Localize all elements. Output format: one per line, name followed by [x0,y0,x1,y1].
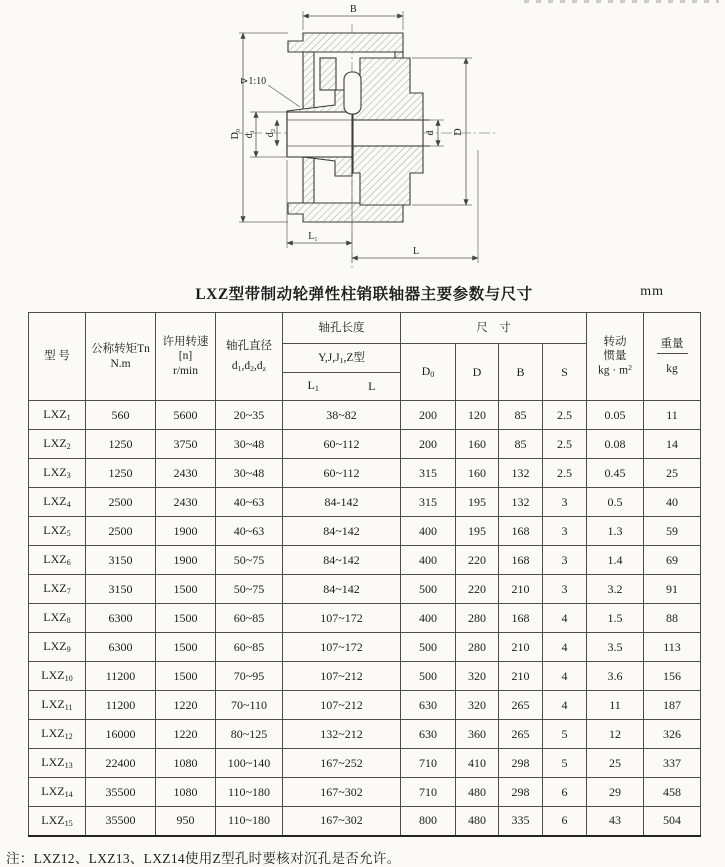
col-header-speed [156,313,216,401]
cell-bore-len: 84~142 [283,575,401,604]
table-row [29,662,701,691]
cell-torque: 560 [86,401,156,430]
cell-inertia: 11 [587,691,644,720]
cell-S: 3 [543,546,587,575]
table-row [29,749,701,778]
col-header-L1-L [283,373,401,401]
cell-S: 5 [543,749,587,778]
col-header-bore-types: $Y,J,J_1,Z$型 [283,344,401,373]
cell-weight: 40 [644,488,701,517]
cell-B: 168 [499,604,543,633]
coupling-section-diagram [0,0,725,276]
cell-torque: 35500 [86,807,156,836]
cell-inertia: 0.5 [587,488,644,517]
cell-weight: 504 [644,807,701,836]
col-header-inertia [587,313,644,401]
cell-S: 4 [543,691,587,720]
cell-inertia: 0.05 [587,401,644,430]
table-row [29,720,701,749]
cell-speed: 1500 [156,633,216,662]
cell-speed: 1900 [156,517,216,546]
cell-S: 4 [543,662,587,691]
cell-model: $LXZ_2$ [29,430,86,459]
cell-D0: 500 [401,662,456,691]
cell-bore-dia: 110~180 [216,778,283,807]
cell-weight: 156 [644,662,701,691]
left-bore-fill [287,112,352,157]
cell-bore-dia: 60~85 [216,633,283,662]
table-row [29,430,701,459]
col-group-dimensions: 尺 寸 [401,313,587,344]
table-body [29,401,701,836]
cell-inertia: 0.08 [587,430,644,459]
cell-speed: 2430 [156,488,216,517]
table-row [29,401,701,430]
cell-D0: 315 [401,488,456,517]
bore-header-line2: $d_1,d_2,d_z$ [231,360,267,374]
parameters-table [28,312,701,837]
cell-inertia: 29 [587,778,644,807]
dim-label-L: L [412,246,420,257]
col-header-L1: $L_1$ [307,378,319,394]
col-header-torque [86,313,156,401]
cell-D: 280 [456,604,499,633]
cell-D: 195 [456,517,499,546]
table-row [29,488,701,517]
cell-bore-len: 84~142 [283,517,401,546]
weight-header-line1: 重量 [657,337,688,353]
table-row [29,517,701,546]
col-header-L: L [368,379,376,393]
cell-weight: 69 [644,546,701,575]
cell-bore-len: 38~82 [283,401,401,430]
cell-torque: 1250 [86,430,156,459]
cell-model: $LXZ_9$ [29,633,86,662]
cell-bore-len: 167~302 [283,807,401,836]
elastic-pin [344,72,361,114]
cell-bore-len: 107~212 [283,691,401,720]
cell-model: $LXZ_{11}$ [29,691,86,720]
cell-weight: 88 [644,604,701,633]
cell-bore-len: 167~252 [283,749,401,778]
cell-inertia: 1.3 [587,517,644,546]
cell-D: 160 [456,430,499,459]
cell-weight: 337 [644,749,701,778]
cell-D0: 710 [401,749,456,778]
cell-torque: 35500 [86,778,156,807]
cell-bore-dia: 40~63 [216,517,283,546]
cell-model: $LXZ_7$ [29,575,86,604]
bore-header-line1: 轴孔直径 [226,339,272,352]
drum-left-wall-upper [303,52,314,111]
cell-D: 320 [456,662,499,691]
dim-label-D: D [453,128,464,136]
cell-bore-dia: 110~180 [216,807,283,836]
cell-bore-len: 60~112 [283,459,401,488]
dim-label-L1: L₁ [308,231,318,242]
cell-model: $LXZ_1$ [29,401,86,430]
cell-torque: 11200 [86,691,156,720]
speed-header-line2: [n] [178,350,193,363]
cell-S: 2.5 [543,430,587,459]
cell-model: $LXZ_4$ [29,488,86,517]
cell-D: 120 [456,401,499,430]
cell-bore-len: 107~212 [283,662,401,691]
col-header-weight [644,313,701,401]
unit-label: mm [640,284,664,299]
cell-S: 3 [543,517,587,546]
cell-model: $LXZ_{14}$ [29,778,86,807]
cell-model: $LXZ_{10}$ [29,662,86,691]
table-row [29,604,701,633]
cell-D0: 200 [401,430,456,459]
cell-bore-dia: 30~48 [216,430,283,459]
footnote: 注：LXZ12、LXZ13、LXZ14使用Z型孔时要核对沉孔是否允许。 [6,850,401,866]
cell-inertia: 43 [587,807,644,836]
cell-model: $LXZ_{15}$ [29,807,86,836]
cell-D: 480 [456,807,499,836]
cell-speed: 1500 [156,662,216,691]
cell-inertia: 25 [587,749,644,778]
cell-D: 220 [456,546,499,575]
cell-torque: 6300 [86,633,156,662]
col-header-D0: $D_0$ [401,344,456,401]
cell-D: 160 [456,459,499,488]
dim-label-d1: d₁ [244,129,255,139]
cell-S: 3 [543,488,587,517]
dim-label-d2: d₂ [265,128,276,138]
cell-weight: 458 [644,778,701,807]
cell-B: 85 [499,430,543,459]
dim-label-d: d [425,130,436,136]
cell-torque: 1250 [86,459,156,488]
speed-header-line3: r/min [173,364,198,377]
drum-top-band [288,33,403,52]
cell-S: 3 [543,575,587,604]
cell-speed: 950 [156,807,216,836]
table-row [29,807,701,836]
cell-bore-len: 60~112 [283,430,401,459]
cell-weight: 91 [644,575,701,604]
col-group-bore-length: 轴孔长度 [283,313,401,344]
cell-weight: 11 [644,401,701,430]
cell-B: 265 [499,691,543,720]
cell-D: 280 [456,633,499,662]
cell-B: 85 [499,401,543,430]
figure-coupling-drawing [0,0,725,276]
cell-bore-len: 167~302 [283,778,401,807]
right-bore-fill [353,120,423,146]
table-row [29,633,701,662]
cell-inertia: 1.5 [587,604,644,633]
cell-speed: 1500 [156,575,216,604]
cell-speed: 1900 [156,546,216,575]
cell-speed: 2430 [156,459,216,488]
cell-bore-dia: 100~140 [216,749,283,778]
cell-torque: 3150 [86,575,156,604]
cell-B: 168 [499,517,543,546]
cell-D0: 500 [401,575,456,604]
cell-inertia: 1.4 [587,546,644,575]
cell-S: 6 [543,778,587,807]
col-header-D: D [456,344,499,401]
cell-D0: 400 [401,546,456,575]
speed-header-line1: 许用转速 [162,335,209,348]
torque-header-line2: N.m [110,357,131,370]
table-row [29,459,701,488]
cell-speed: 1500 [156,604,216,633]
cell-bore-len: 84~142 [283,546,401,575]
cell-model: $LXZ_8$ [29,604,86,633]
cell-bore-dia: 50~75 [216,575,283,604]
cell-D: 320 [456,691,499,720]
cell-torque: 6300 [86,604,156,633]
cell-D0: 400 [401,604,456,633]
cell-bore-dia: 80~125 [216,720,283,749]
cell-torque: 22400 [86,749,156,778]
cell-torque: 2500 [86,517,156,546]
cell-weight: 25 [644,459,701,488]
cell-D0: 200 [401,401,456,430]
weight-header-line2: kg [666,362,678,375]
cell-bore-dia: 70~110 [216,691,283,720]
cell-bore-dia: 20~35 [216,401,283,430]
cell-B: 168 [499,546,543,575]
cell-B: 210 [499,633,543,662]
dim-label-D0: D₀ [230,128,241,140]
cell-speed: 1220 [156,720,216,749]
drum-left-wall-lower [303,155,314,203]
cell-model: $LXZ_5$ [29,517,86,546]
cell-speed: 1220 [156,691,216,720]
torque-header-line1: 公称转矩Tn [91,343,150,356]
cell-B: 298 [499,749,543,778]
table-row [29,575,701,604]
title-row [28,282,700,304]
cell-S: 2.5 [543,459,587,488]
cell-inertia: 3.5 [587,633,644,662]
cell-D: 360 [456,720,499,749]
cell-D0: 710 [401,778,456,807]
cell-inertia: 0.45 [587,459,644,488]
cell-weight: 113 [644,633,701,662]
cell-B: 132 [499,488,543,517]
cell-B: 265 [499,720,543,749]
cell-bore-dia: 40~63 [216,488,283,517]
cell-D: 480 [456,778,499,807]
cell-model: $LXZ_{12}$ [29,720,86,749]
cell-weight: 59 [644,517,701,546]
inertia-header-line3: kg · $m^2$ [598,363,632,377]
cell-model: $LXZ_3$ [29,459,86,488]
cell-B: 335 [499,807,543,836]
cell-inertia: 12 [587,720,644,749]
cell-bore-len: 107~172 [283,633,401,662]
cell-D: 410 [456,749,499,778]
cell-bore-dia: 70~95 [216,662,283,691]
col-header-bore-diameter [216,313,283,401]
cell-speed: 5600 [156,401,216,430]
cell-bore-dia: 30~48 [216,459,283,488]
taper-label: ⊳1:10 [240,76,267,87]
table-row [29,691,701,720]
cell-bore-len: 84-142 [283,488,401,517]
drum-bottom-band [288,203,403,222]
cell-weight: 14 [644,430,701,459]
inertia-header-line1: 转动 [603,335,627,348]
cell-S: 2.5 [543,401,587,430]
cell-weight: 326 [644,720,701,749]
cell-D: 195 [456,488,499,517]
cut-off-text-artifact [524,0,719,3]
cell-torque: 3150 [86,546,156,575]
col-header-model: 型 号 [29,313,86,401]
cell-torque: 11200 [86,662,156,691]
cell-B: 298 [499,778,543,807]
cell-inertia: 3.6 [587,662,644,691]
cell-speed: 1080 [156,778,216,807]
col-header-S: S [543,344,587,401]
cell-S: 6 [543,807,587,836]
cell-D0: 630 [401,691,456,720]
cell-S: 5 [543,720,587,749]
cell-B: 210 [499,662,543,691]
cell-speed: 3750 [156,430,216,459]
cell-B: 132 [499,459,543,488]
cell-D0: 630 [401,720,456,749]
table-row [29,778,701,807]
inertia-header-line2: 惯量 [603,350,627,363]
cell-D0: 315 [401,459,456,488]
cell-B: 210 [499,575,543,604]
cell-inertia: 3.2 [587,575,644,604]
cell-bore-len: 132~212 [283,720,401,749]
cell-S: 4 [543,633,587,662]
cell-torque: 16000 [86,720,156,749]
cell-D0: 400 [401,517,456,546]
cell-bore-dia: 50~75 [216,546,283,575]
col-header-B: B [499,344,543,401]
cell-S: 4 [543,604,587,633]
table-row [29,546,701,575]
dim-label-B: B [350,4,357,15]
flange-upper-lug [320,58,336,90]
cell-torque: 2500 [86,488,156,517]
page-title: LXZ型带制动轮弹性柱销联轴器主要参数与尺寸 [195,286,533,303]
cell-D: 220 [456,575,499,604]
cell-D0: 800 [401,807,456,836]
cell-bore-len: 107~172 [283,604,401,633]
cell-D0: 500 [401,633,456,662]
cell-model: $LXZ_6$ [29,546,86,575]
cell-model: $LXZ_{13}$ [29,749,86,778]
cell-speed: 1080 [156,749,216,778]
cell-bore-dia: 60~85 [216,604,283,633]
cell-weight: 187 [644,691,701,720]
taper-leader [268,85,300,107]
